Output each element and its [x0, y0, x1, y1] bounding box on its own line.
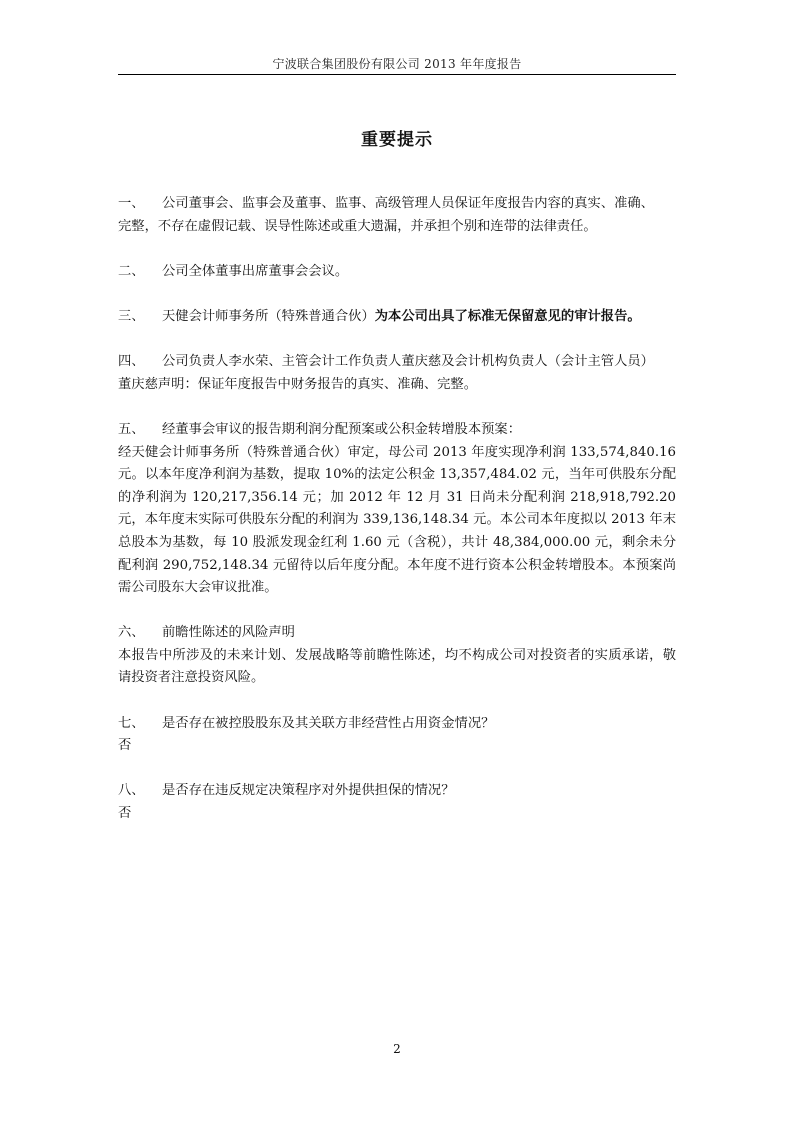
- section-6: [118, 622, 676, 690]
- section-body: 完整，不存在虚假记载、误导性陈述或重大遗漏，并承担个别和连带的法律责任。: [118, 218, 597, 234]
- section-number: 六、: [118, 625, 145, 641]
- section-lead: 天健会计师事务所（特殊普通合伙）: [162, 308, 375, 324]
- section-lead: 公司全体董事出席董事会会议。: [162, 263, 349, 279]
- notice-content: [118, 193, 676, 848]
- section-lead: 经董事会审议的报告期利润分配预案或公积金转增股本预案：: [162, 421, 522, 437]
- section-5: [118, 419, 676, 600]
- section-number: 八、: [118, 783, 145, 799]
- section-body: 董庆慈声明：保证年度报告中财务报告的真实、准确、完整。: [118, 376, 478, 392]
- section-2: [118, 261, 676, 284]
- section-answer: 否: [118, 806, 132, 822]
- section-number: 四、: [118, 354, 145, 370]
- section-body: 经天健会计师事务所（特殊普通合伙）审定，母公司 2013 年度实现净利润 133,574,840.16 元。以本年度净利润为基数，提取 10%的法定公积金 13,357,484.02 元，当年可供股东分配的净利润为 120,217,356.14 元；加 2012 年 12 月 31 日尚未分配利润 218,918,792.20 元，本年度末实际可供股东分配的利润为 339,136,148.34 元。本公司本年度拟以 2013 年末总股本为基数，每 10 股派发现金红利 1.60 元（含税），共计 48,384,000.00 元，剩余未分配利润 290,752,148.34 元留待以后年度分配。本年度不进行资本公积金转增股本。本预案尚需公司股东大会审议批准。: [118, 444, 676, 596]
- section-lead: 公司负责人李水荣、主管会计工作负责人董庆慈及会计机构负责人（会计主管人员）: [162, 354, 654, 370]
- section-lead: 是否存在被控股股东及其关联方非经营性占用资金情况？: [162, 715, 495, 731]
- section-number: 七、: [118, 715, 145, 731]
- section-number: 一、: [118, 196, 145, 211]
- page-number: 2: [393, 1042, 401, 1056]
- running-header: 宁波联合集团股份有限公司 2013 年年度报告: [272, 57, 522, 71]
- section-answer: 否: [118, 738, 132, 754]
- section-number: 三、: [118, 308, 145, 324]
- section-3: [118, 306, 676, 329]
- section-body: 本报告中所涉及的未来计划、发展战略等前瞻性陈述，均不构成公司对投资者的实质承诺，敬请投资者注意投资风险。: [118, 647, 676, 686]
- section-1: [118, 193, 676, 238]
- section-7: [118, 713, 676, 758]
- section-number: 二、: [118, 263, 145, 279]
- section-lead: 前瞻性陈述的风险声明: [162, 625, 295, 641]
- section-4: [118, 351, 676, 396]
- section-lead: 是否存在违反规定决策程序对外提供担保的情况？: [162, 783, 455, 799]
- section-8: [118, 780, 676, 825]
- page-title: 重要提示: [361, 130, 433, 150]
- audit-opinion-text: 为本公司出具了标准无保留意见的审计报告。: [374, 308, 641, 324]
- header-divider: [118, 74, 676, 75]
- section-number: 五、: [118, 421, 145, 437]
- section-lead: 公司董事会、监事会及董事、监事、高级管理人员保证年度报告内容的真实、准确、: [162, 196, 654, 211]
